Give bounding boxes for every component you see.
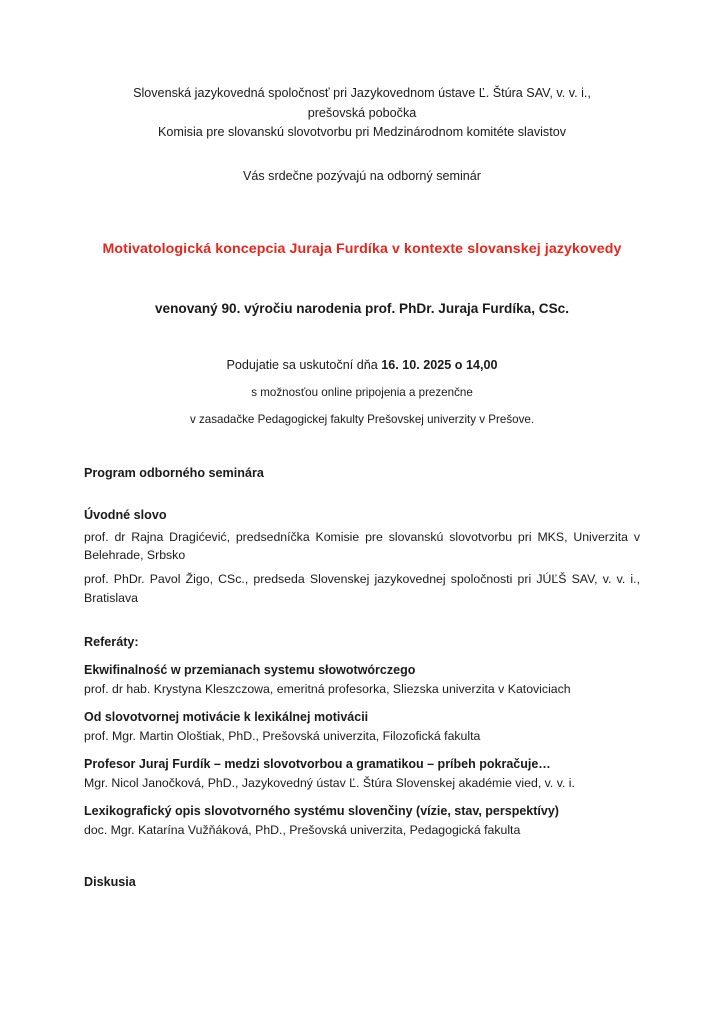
- papers-section: [84, 635, 640, 837]
- paper-item: [84, 663, 640, 696]
- paper-author: Mgr. Nicol Janočková, PhD., Jazykovedný ústav Ľ. Štúra Slovenskej akadémie vied, v. v. i.: [84, 776, 575, 791]
- opening-speaker-2: prof. PhDr. Pavol Žigo, CSc., predseda Slovenskej jazykovednej spoločnosti pri JÚĽŠ SAV, v. v. i., Bratislava: [84, 572, 640, 605]
- organizers-block: [84, 84, 640, 143]
- paper-item: [84, 710, 640, 743]
- paper-item: [84, 757, 640, 790]
- opening-speaker-1: prof. dr Rajna Dragićević, predsedníčka Komisie pre slovanskú slovotvorbu pri MKS, Univerzita v Belehrade, Srbsko: [84, 529, 640, 562]
- seminar-subtitle: venovaný 90. výročiu narodenia prof. PhDr. Juraja Furdíka, CSc.: [155, 300, 569, 316]
- paper-title: Lexikografický opis slovotvorného systému slovenčiny (vízie, stav, perspektívy): [84, 804, 559, 819]
- program-section: [84, 466, 640, 480]
- paper-title: Profesor Juraj Furdík – medzi slovotvorbou a gramatikou – príbeh pokračuje…: [84, 757, 551, 772]
- paper-title: Ekwifinalność w przemianach systemu słowotwórczego: [84, 663, 416, 678]
- paper-author: prof. Mgr. Martin Ološtiak, PhD., Prešovská univerzita, Filozofická fakulta: [84, 729, 481, 744]
- organizer-line-2: prešovská pobočka: [307, 105, 417, 120]
- program-heading: Program odborného seminára: [84, 465, 264, 480]
- invitation-text: Vás srdečne pozývajú na odborný seminár: [242, 168, 481, 183]
- paper-title: Od slovotvornej motivácie k lexikálnej motivácii: [84, 710, 369, 725]
- paper-item: [84, 804, 640, 837]
- opening-heading: Úvodné slovo: [84, 507, 167, 522]
- organizer-line-1: Slovenská jazykovedná spoločnosť pri Jazykovednom ústave Ľ. Štúra SAV, v. v. i.,: [133, 86, 591, 100]
- event-place: v zasadačke Pedagogickej fakulty Prešovskej univerzity v Prešove.: [189, 412, 535, 426]
- organizer-line-3: Komisia pre slovanskú slovotvorbu pri Medzinárodnom komitéte slavistov: [157, 125, 567, 140]
- event-when-prefix: Podujatie sa uskutoční dňa: [226, 357, 382, 372]
- discussion-heading: Diskusia: [84, 875, 136, 890]
- seminar-title: Motivatologická koncepcia Juraja Furdíka v kontexte slovanskej jazykovedy: [102, 240, 622, 257]
- event-when-value: 16. 10. 2025 o 14,00: [381, 357, 498, 372]
- papers-heading: Referáty:: [84, 635, 139, 650]
- event-datetime: [84, 358, 640, 372]
- event-mode: s možnosťou online pripojenia a prezenčne: [251, 385, 473, 399]
- opening-section: [84, 508, 640, 608]
- paper-author: prof. dr hab. Krystyna Kleszczowa, emeritná profesorka, Sliezska univerzita v Katoviciach: [84, 682, 571, 697]
- paper-author: doc. Mgr. Katarína Vužňáková, PhD., Prešovská univerzita, Pedagogická fakulta: [84, 823, 521, 838]
